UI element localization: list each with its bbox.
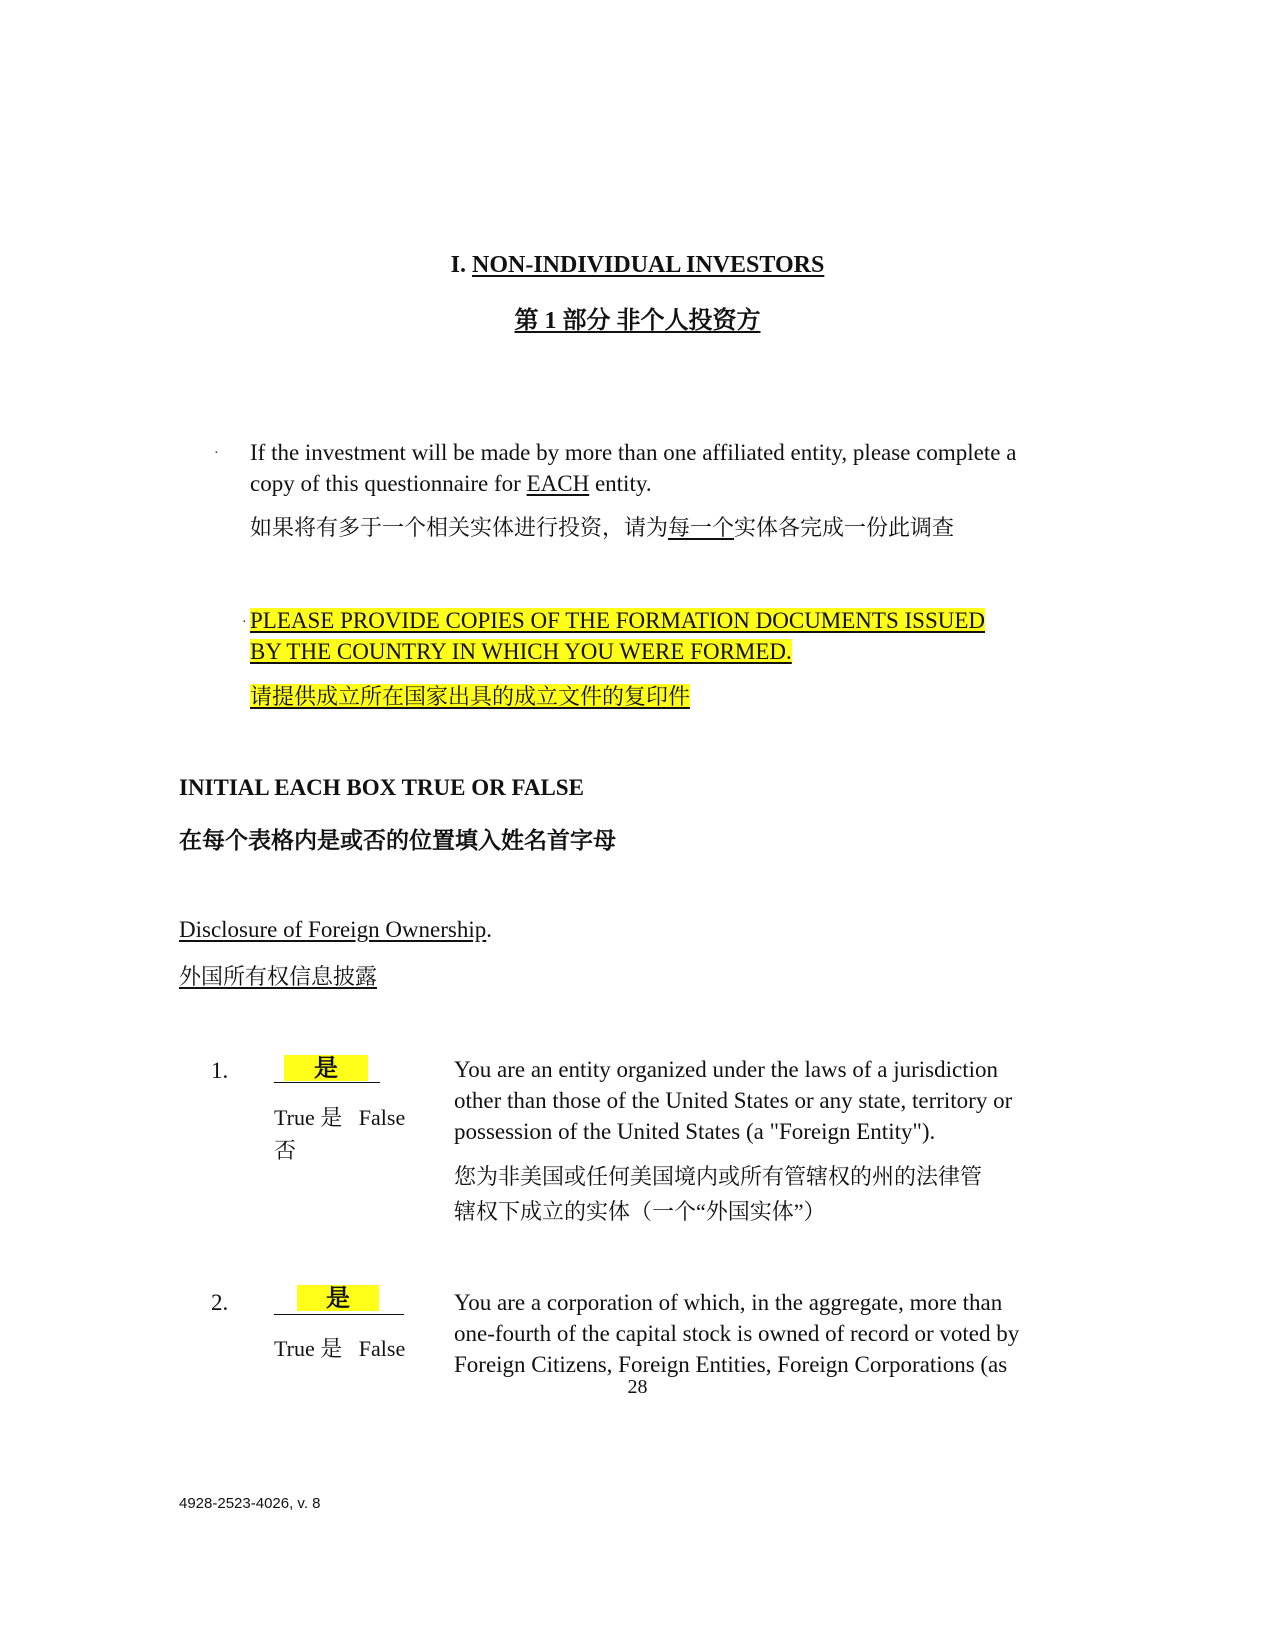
document-id-footer: 4928-2523-4026, v. 8 [179,1495,321,1512]
item-2-initial: 是 [297,1285,379,1311]
bullet-1-text-en [250,437,1050,499]
bullet-1-text-zh [250,512,1050,543]
item-1-zh-line: 辖权下成立的实体（一个“外国实体”） [454,1199,826,1224]
item-2-text-en [454,1287,1054,1380]
instructions-en: INITIAL EACH BOX TRUE OR FALSE [179,775,584,800]
disclosure-title-zh-text: 外国所有权信息披露 [179,964,378,989]
disclosure-title-en-suffix: . [486,917,493,942]
item-2-false-label: False [358,1336,406,1361]
item-1-en-line: other than those of the United States or any state, territory or [454,1088,1013,1113]
item-1-text-zh [454,1159,1054,1229]
item-2-true-false [274,1332,424,1365]
item-1-number: 1. [211,1058,229,1083]
section-title-text: NON-INDIVIDUAL INVESTORS [472,252,825,278]
item-2-number: 2. [211,1290,229,1315]
bullet-marker-2: · [242,615,247,630]
item-1-true-false [274,1101,424,1167]
bullet-2-en-line-2: BY THE COUNTRY IN WHICH YOU WERE FORMED. [250,639,792,664]
bullet-2-en-line-1: PLEASE PROVIDE COPIES OF THE FORMATION DOCUMENTS ISSUED [250,608,986,633]
item-2-en-line: Foreign Citizens, Foreign Entities, Foreign Corporations (as [454,1352,1008,1377]
item-1-en-line: You are an entity organized under the laws of a jurisdiction [454,1057,998,1082]
bullet-1-zh-underlined: 每一个 [668,515,735,540]
bullet-1-en-underlined: EACH [526,471,590,496]
item-2-true-label: True 是 [274,1336,343,1361]
section-title-prefix: I. [450,252,473,278]
item-1-en-line: possession of the United States (a "Foreign Entity"). [454,1119,936,1144]
bullet-marker-1: · [214,446,219,461]
section-title [0,252,1275,279]
item-2-en-line: one-fourth of the capital stock is owned of record or voted by [454,1321,1020,1346]
item-1-text-en [454,1054,1054,1147]
page-number: 28 [627,1376,648,1398]
item-1-false-label: False [358,1105,406,1130]
bullet-2-text-zh [250,681,1050,712]
item-1-zh-line: 您为非美国或任何美国境内或所有管辖权的州的法律管 [454,1164,983,1189]
section-title-zh-text: 第 1 部分 非个人投资方 [514,308,761,334]
disclosure-title-en [179,914,492,945]
disclosure-title-zh [179,961,377,992]
bullet-1-zh-before: 如果将有多于一个相关实体进行投资，请为 [250,515,669,540]
item-1-true-label: True 是 [274,1105,343,1130]
bullet-2-text-en [250,605,1050,667]
item-1-initial: 是 [284,1055,368,1081]
section-title-zh [0,300,1275,335]
bullet-1-zh-after: 实体各完成一份此调查 [734,515,955,540]
bullet-1-en-before: If the investment will be made by more than one affiliated entity, please complete a copy of this questionnaire for [250,440,1017,496]
bullet-1-en-after: entity. [589,471,652,496]
item-1-false-zh: 否 [274,1138,297,1163]
bullet-2-zh: 请提供成立所在国家出具的成立文件的复印件 [250,684,691,709]
instructions-zh: 在每个表格内是或否的位置填入姓名首字母 [179,828,616,853]
disclosure-title-en-text: Disclosure of Foreign Ownership [179,917,487,942]
item-2-en-line: You are a corporation of which, in the aggregate, more than [454,1290,1003,1315]
